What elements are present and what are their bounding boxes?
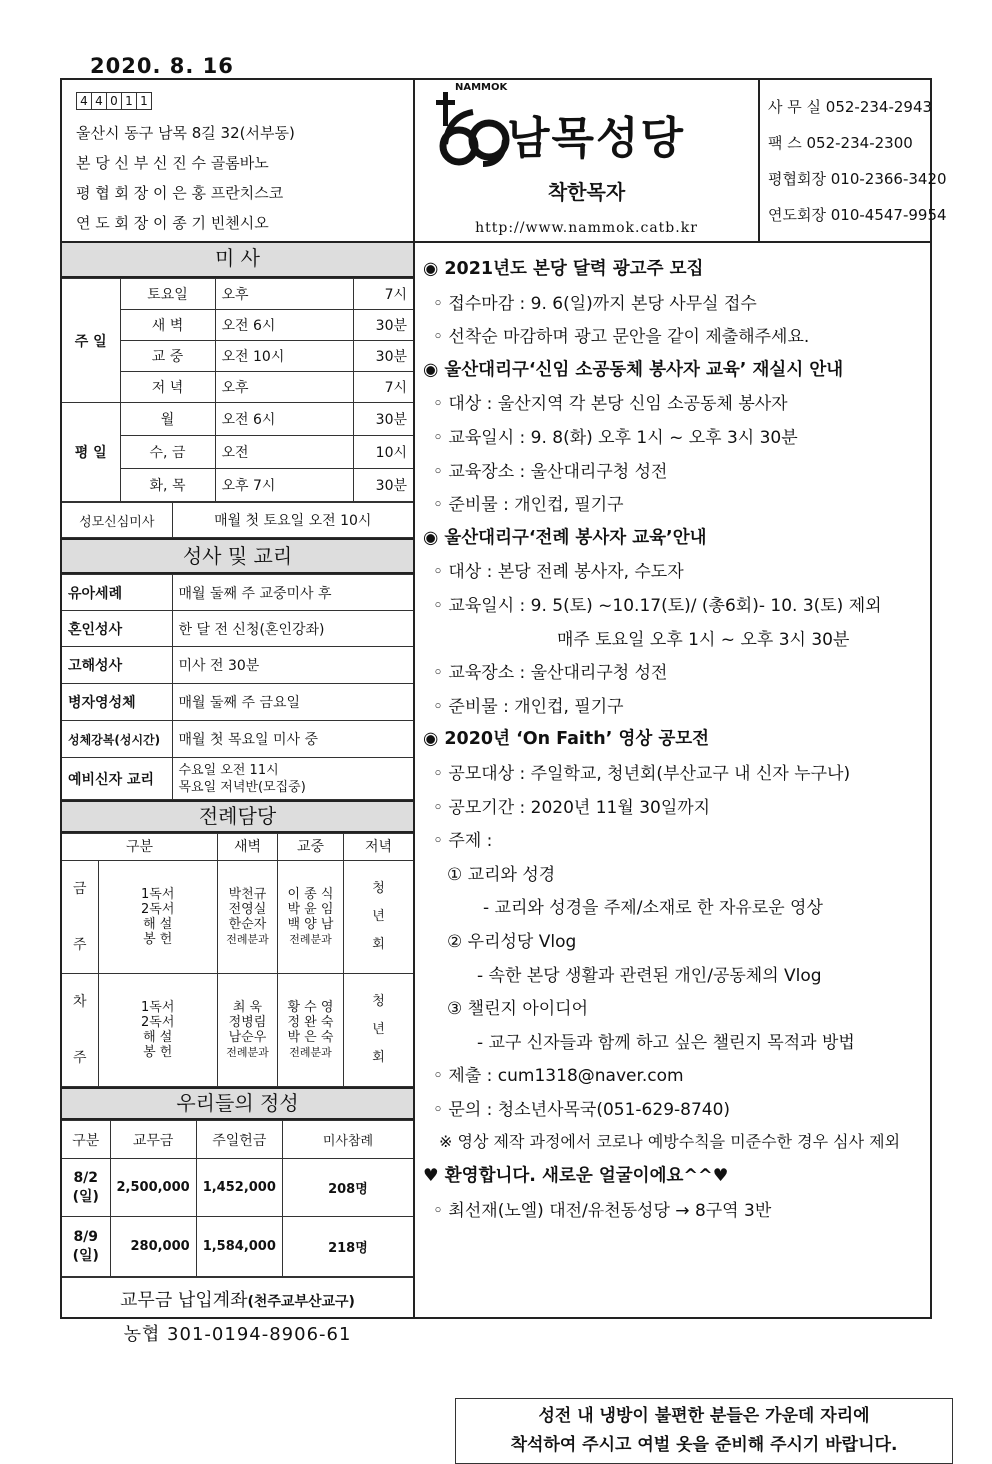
liturgy-evening-char: 청 bbox=[372, 881, 385, 896]
parish-info bbox=[62, 80, 413, 241]
liturgy-evening bbox=[343, 974, 413, 1087]
sacrament-name: 고해성사 bbox=[62, 647, 172, 684]
parish-name: 남목성당 bbox=[507, 113, 686, 164]
table-row bbox=[62, 758, 413, 800]
offering-header: 미사참례 bbox=[282, 1121, 413, 1159]
mass-table bbox=[62, 278, 413, 502]
offering-attend: 218명 bbox=[282, 1217, 413, 1277]
liturgy-evening-char: 회 bbox=[372, 1050, 385, 1065]
contact-fax: 팩 스 052-234-2300 bbox=[768, 134, 913, 152]
account-title: 교무금 납입계좌 bbox=[120, 1290, 248, 1311]
liturgy-main bbox=[277, 974, 343, 1087]
liturgy-header: 교중 bbox=[277, 834, 343, 861]
mass-minute: 30분 bbox=[353, 310, 413, 341]
mass-day: 화, 목 bbox=[120, 469, 215, 502]
offering-header: 구분 bbox=[62, 1121, 110, 1159]
announcement-line: ◦ 교육장소 : 울산대리구청 성전 bbox=[433, 663, 668, 684]
contact-info bbox=[760, 80, 947, 241]
offering-table bbox=[62, 1120, 413, 1277]
catechumen-line: 목요일 저녁반(모집중) bbox=[178, 779, 306, 795]
sacraments-table bbox=[62, 574, 413, 800]
liturgy-person: 전영실 bbox=[228, 902, 267, 917]
announcement-line: - 교리와 성경을 주제/소재로 한 자유로운 영상 bbox=[483, 898, 823, 919]
sacrament-value: 미사 전 30분 bbox=[172, 647, 413, 684]
liturgy-evening-char: 년 bbox=[372, 909, 385, 924]
table-row bbox=[62, 721, 413, 758]
table-row bbox=[62, 403, 413, 436]
liturgy-person: 백 양 남 bbox=[287, 917, 334, 932]
offering-header: 교무금 bbox=[110, 1121, 196, 1159]
legion-head: 연 도 회 장 이 종 기 빈첸시오 bbox=[76, 214, 269, 232]
liturgy-person: 전례분과 bbox=[226, 1046, 269, 1059]
sacrament-value: 매월 둘째 주 교중미사 후 bbox=[172, 575, 413, 611]
heart-mass-table bbox=[62, 502, 413, 538]
offering-sunday: 1,452,000 bbox=[196, 1159, 282, 1217]
column-divider bbox=[413, 80, 415, 1317]
sacrament-value: 매월 둘째 주 금요일 bbox=[172, 684, 413, 721]
contact-council: 평협회장 010-2366-3420 bbox=[768, 170, 947, 188]
liturgy-table bbox=[62, 833, 413, 1087]
liturgy-dawn bbox=[217, 861, 277, 974]
liturgy-person: 최 욱 bbox=[232, 1000, 263, 1015]
liturgy-header: 구분 bbox=[62, 834, 217, 861]
table-row bbox=[62, 684, 413, 721]
table-row bbox=[62, 834, 413, 861]
liturgy-evening-char: 년 bbox=[372, 1022, 385, 1037]
catechumen-value bbox=[172, 758, 413, 800]
zip-digit: 4 bbox=[91, 92, 107, 110]
announcement-line: ① 교리와 성경 bbox=[447, 864, 556, 885]
liturgy-person: 전례분과 bbox=[226, 933, 269, 946]
sacrament-name: 유아세례 bbox=[62, 575, 172, 611]
mass-minute: 30분 bbox=[353, 403, 413, 436]
liturgy-role: 2독서 bbox=[141, 902, 175, 917]
sacrament-name: 성체강복(성시간) bbox=[62, 721, 172, 758]
announcement-line: ◦ 교육일시 : 9. 5(토) ~10.17(토)/ (총6회)- 10. 3(토) 제외 bbox=[433, 596, 882, 616]
address: 울산시 동구 남목 8길 32(서부동) bbox=[76, 124, 295, 142]
notice-box bbox=[455, 1398, 953, 1464]
mass-day: 새 벽 bbox=[120, 310, 215, 341]
table-row bbox=[62, 503, 413, 538]
parish-url[interactable]: http://www.nammok.catb.kr bbox=[475, 220, 698, 236]
announcement-line: ② 우리성당 Vlog bbox=[447, 932, 577, 952]
liturgy-evening-char: 청 bbox=[372, 994, 385, 1009]
week-label-char: 주 bbox=[72, 937, 87, 953]
liturgy-person: 한순자 bbox=[228, 917, 267, 932]
parish-logo-icon bbox=[433, 88, 513, 168]
offering-header: 주일헌금 bbox=[196, 1121, 282, 1159]
bulletin-frame bbox=[60, 78, 947, 1455]
liturgy-role: 1독서 bbox=[141, 887, 175, 902]
mass-time: 오전 bbox=[215, 436, 353, 469]
announcement-line: ※ 영상 제작 과정에서 코로나 예방수칙을 미준수한 경우 심사 제외 bbox=[439, 1131, 901, 1151]
mass-minute: 7시 bbox=[353, 279, 413, 310]
liturgy-evening bbox=[343, 861, 413, 974]
liturgy-person: 남순우 bbox=[228, 1030, 267, 1045]
liturgy-role: 1독서 bbox=[141, 1000, 175, 1015]
liturgy-role: 2독서 bbox=[141, 1015, 175, 1030]
liturgy-person: 이 종 식 bbox=[287, 887, 334, 902]
mass-time: 오후 7시 bbox=[215, 469, 353, 502]
bulletin-date: 2020. 8. 16 bbox=[90, 54, 234, 78]
mass-minute: 10시 bbox=[353, 436, 413, 469]
announcement-line: - 속한 본당 생활과 관련된 개인/공동체의 Vlog bbox=[477, 965, 822, 986]
offering-date-line: 8/9 bbox=[73, 1228, 99, 1245]
announcement-heading: ◉ 2021년도 본당 달력 광고주 모집 bbox=[423, 259, 704, 279]
announcement-line: ◦ 대상 : 본당 전례 봉사자, 수도자 bbox=[433, 562, 684, 583]
week-label bbox=[62, 861, 98, 974]
heart-mass-label: 성모신심미사 bbox=[62, 503, 172, 538]
mass-day: 저 녁 bbox=[120, 372, 215, 403]
offering-date-line: (일) bbox=[72, 1188, 99, 1205]
liturgy-role: 해 설 bbox=[143, 1030, 173, 1045]
liturgy-roles bbox=[98, 861, 217, 974]
mass-day: 수, 금 bbox=[120, 436, 215, 469]
sacrament-name: 병자영성체 bbox=[62, 684, 172, 721]
announcement-line: ◦ 대상 : 울산지역 각 본당 신임 소공동체 봉사자 bbox=[433, 394, 788, 415]
liturgy-person: 정 완 숙 bbox=[287, 1015, 334, 1030]
table-row bbox=[62, 1121, 413, 1159]
table-row bbox=[62, 974, 413, 1087]
offering-date-line: 8/2 bbox=[73, 1169, 99, 1186]
table-row bbox=[62, 1217, 413, 1277]
liturgy-role: 봉 헌 bbox=[143, 932, 173, 947]
mass-time: 오전 6시 bbox=[215, 403, 353, 436]
masthead bbox=[415, 80, 760, 241]
table-row bbox=[62, 647, 413, 684]
offering-title: 우리들의 정성 bbox=[62, 1087, 413, 1120]
pastor: 본 당 신 부 신 진 수 골롬바노 bbox=[76, 154, 269, 172]
liturgy-person: 박 윤 임 bbox=[287, 902, 334, 917]
offering-date bbox=[62, 1217, 110, 1277]
liturgy-person: 전례분과 bbox=[289, 933, 332, 946]
announcement-line: ◦ 접수마감 : 9. 6(일)까지 본당 사무실 접수 bbox=[433, 293, 757, 314]
liturgy-evening-char: 회 bbox=[372, 937, 385, 952]
zip-digit: 1 bbox=[121, 92, 137, 110]
announcement-line: ◦ 공모기간 : 2020년 11월 30일까지 bbox=[433, 797, 711, 818]
table-row bbox=[62, 1159, 413, 1217]
zip-digit: 1 bbox=[136, 92, 152, 110]
mass-time: 오후 bbox=[215, 372, 353, 403]
announcement-line: ◦ 최선재(노엘) 대전/유천동성당 → 8구역 3반 bbox=[433, 1200, 772, 1221]
catechumen-line: 수요일 오전 11시 bbox=[178, 762, 279, 778]
liturgy-person: 정병림 bbox=[228, 1015, 267, 1030]
sacrament-value: 한 달 전 신청(혼인강좌) bbox=[172, 611, 413, 647]
mass-day: 토요일 bbox=[120, 279, 215, 310]
liturgy-header: 새벽 bbox=[217, 834, 277, 861]
announcement-line: - 교구 신자들과 함께 하고 싶은 챌린지 목적과 방법 bbox=[477, 1032, 855, 1053]
liturgy-person: 황 수 영 bbox=[287, 1000, 334, 1015]
liturgy-role: 봉 헌 bbox=[143, 1045, 173, 1060]
mass-minute: 30분 bbox=[353, 341, 413, 372]
mass-day: 월 bbox=[120, 403, 215, 436]
announcement-heading: ◉ 울산대리구‘전례 봉사자 교육’안내 bbox=[423, 527, 707, 548]
logo-small-text: NAMMOK bbox=[455, 82, 508, 93]
announcement-line: ◦ 준비물 : 개인컵, 필기구 bbox=[433, 495, 624, 516]
table-row bbox=[62, 861, 413, 974]
week-label-char: 차 bbox=[72, 994, 87, 1010]
announcement-heading: ◉ 울산대리구‘신임 소공동체 봉사자 교육’ 재실시 안내 bbox=[423, 359, 844, 380]
mass-day: 교 중 bbox=[120, 341, 215, 372]
mass-title: 미 사 bbox=[62, 243, 413, 278]
parish-motto: 착한목자 bbox=[547, 180, 626, 204]
council-head: 평 협 회 장 이 은 홍 프란치스코 bbox=[76, 184, 284, 202]
announcement-line: ◦ 교육장소 : 울산대리구청 성전 bbox=[433, 461, 668, 482]
liturgy-person: 박 은 숙 bbox=[287, 1030, 334, 1045]
contact-office: 사 무 실 052-234-2943 bbox=[768, 98, 933, 116]
announcement-heading: ♥ 환영합니다. 새로운 얼굴이에요^^♥ bbox=[423, 1166, 729, 1187]
catechumen-label: 예비신자 교리 bbox=[62, 758, 172, 800]
zip-digit: 4 bbox=[76, 92, 92, 110]
announcement-line: ◦ 공모대상 : 주일학교, 청년회(부산교구 내 신자 누구나) bbox=[433, 764, 851, 784]
account-number: 농협 301-0194-8906-61 bbox=[123, 1324, 352, 1345]
offering-due: 2,500,000 bbox=[110, 1159, 196, 1217]
mass-time: 오전 10시 bbox=[215, 341, 353, 372]
liturgy-role: 해 설 bbox=[143, 917, 173, 932]
announcement-line: ◦ 선착순 마감하며 광고 문안을 같이 제출해주세요. bbox=[433, 327, 810, 348]
zip-digit: 0 bbox=[106, 92, 122, 110]
notice-line: 성전 내 냉방이 불편한 분들은 가운데 자리에 bbox=[538, 1406, 870, 1426]
heart-mass-value: 매월 첫 토요일 오전 10시 bbox=[172, 503, 413, 538]
account-title-line bbox=[62, 1286, 413, 1312]
announcement-line: ◦ 제출 : cum1318@naver.com bbox=[433, 1066, 684, 1087]
announcement-line: 매주 토요일 오후 1시 ~ 오후 3시 30분 bbox=[557, 629, 850, 650]
left-column bbox=[62, 243, 413, 1351]
mass-minute: 30분 bbox=[353, 469, 413, 502]
sunday-label: 주 일 bbox=[62, 279, 120, 403]
offering-date bbox=[62, 1159, 110, 1217]
liturgy-header: 저녁 bbox=[343, 834, 413, 861]
mass-time: 오후 bbox=[215, 279, 353, 310]
sacraments-title: 성사 및 교리 bbox=[62, 538, 413, 574]
sacrament-value: 매월 첫 목요일 미사 중 bbox=[172, 721, 413, 758]
weekday-label: 평 일 bbox=[62, 403, 120, 502]
liturgy-dawn bbox=[217, 974, 277, 1087]
liturgy-main bbox=[277, 861, 343, 974]
offering-attend: 208명 bbox=[282, 1159, 413, 1217]
liturgy-title: 전례담당 bbox=[62, 800, 413, 833]
week-label bbox=[62, 974, 98, 1087]
contact-legion: 연도회장 010-4547-9954 bbox=[768, 206, 947, 224]
mass-minute: 7시 bbox=[353, 372, 413, 403]
offering-date-line: (일) bbox=[72, 1247, 99, 1264]
announcement-line: ③ 챌린지 아이디어 bbox=[447, 999, 589, 1020]
offering-sunday: 1,584,000 bbox=[196, 1217, 282, 1277]
announcement-line: ◦ 준비물 : 개인컵, 필기구 bbox=[433, 696, 624, 717]
account-org: (천주교부산교구) bbox=[247, 1294, 355, 1310]
sacrament-name: 혼인성사 bbox=[62, 611, 172, 647]
notice-line: 착석하여 주시고 여벌 옷을 준비해 주시기 바랍니다. bbox=[510, 1435, 898, 1455]
table-row bbox=[62, 279, 413, 310]
table-row bbox=[62, 611, 413, 647]
table-row bbox=[62, 575, 413, 611]
announcement-line: ◦ 문의 : 청소년사목국(051-629-8740) bbox=[433, 1100, 731, 1120]
liturgy-roles bbox=[98, 974, 217, 1087]
mass-time: 오전 6시 bbox=[215, 310, 353, 341]
offering-due: 280,000 bbox=[110, 1217, 196, 1277]
account-box bbox=[62, 1277, 413, 1351]
week-label-char: 금 bbox=[72, 881, 87, 897]
announcement-line: ◦ 주제 : bbox=[433, 831, 493, 852]
announcement-heading: ◉ 2020년 ‘On Faith’ 영상 공모전 bbox=[423, 729, 710, 750]
announcement-line: ◦ 교육일시 : 9. 8(화) 오후 1시 ~ 오후 3시 30분 bbox=[433, 428, 798, 448]
week-label-char: 주 bbox=[72, 1050, 87, 1066]
liturgy-person: 박천규 bbox=[228, 887, 267, 902]
liturgy-person: 전례분과 bbox=[289, 1046, 332, 1059]
zip-code bbox=[76, 92, 151, 110]
